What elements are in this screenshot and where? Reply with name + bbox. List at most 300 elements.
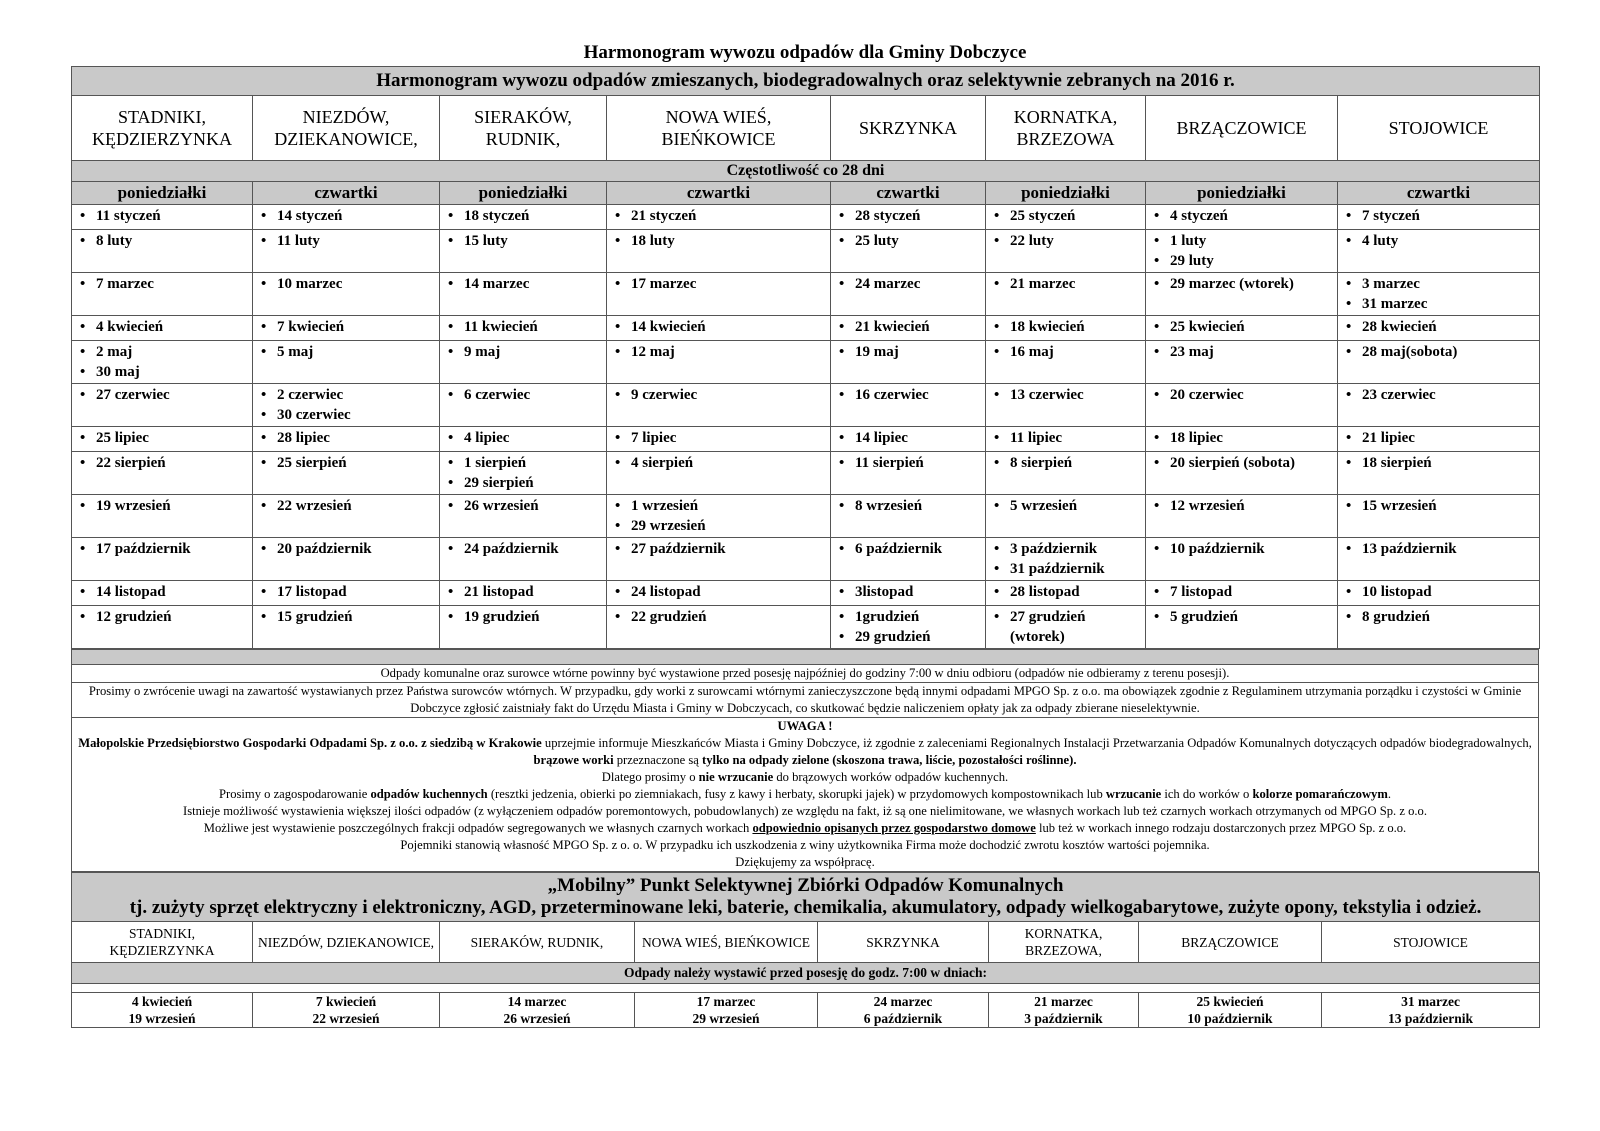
schedule-cell — [1146, 205, 1338, 230]
pickup-date: • 25 luty — [839, 231, 981, 251]
mobile-area-header: NIEZDÓW, DZIEKANOWICE, — [253, 922, 440, 963]
pickup-date: • 25 kwiecień — [1154, 317, 1333, 337]
schedule-cell — [1146, 384, 1338, 427]
pickup-date-list — [615, 453, 826, 473]
mobile-point-title: „Mobilny” Punkt Selektywnej Zbiórki Odpadów Komunalnych — [547, 875, 1064, 896]
pickup-date-list — [261, 453, 435, 473]
pickup-date: • 13 październik — [1346, 539, 1535, 559]
pickup-date: • 8 grudzień — [1346, 607, 1535, 627]
pickup-date: • 21 marzec — [994, 274, 1141, 294]
pickup-date-list — [448, 206, 602, 226]
pickup-date-list — [448, 274, 602, 294]
pickup-date-list — [615, 428, 826, 448]
weekday-header: poniedziałki — [1146, 182, 1338, 205]
pickup-date: • 12 grudzień — [80, 607, 248, 627]
pickup-date-list — [1154, 342, 1333, 362]
mobile-area-header: KORNATKA, BRZEZOWA, — [989, 922, 1139, 963]
schedule-cell — [253, 606, 440, 649]
pickup-date: • 14 listopad — [80, 582, 248, 602]
weekday-header: czwartki — [253, 182, 440, 205]
schedule-cell — [607, 316, 831, 341]
pickup-date-list — [261, 206, 435, 226]
schedule-cell — [253, 581, 440, 606]
pickup-date-list — [261, 428, 435, 448]
schedule-cell — [607, 273, 831, 316]
schedule-cell — [440, 581, 607, 606]
pickup-date: • 1 wrzesień — [615, 496, 826, 516]
schedule-cell — [1338, 452, 1540, 495]
pickup-date: • 5 wrzesień — [994, 496, 1141, 516]
document-page — [71, 40, 1539, 1028]
schedule-cell — [440, 606, 607, 649]
pickup-date: • 28 styczeń — [839, 206, 981, 226]
schedule-cell — [72, 316, 253, 341]
schedule-cell — [253, 230, 440, 273]
schedule-row — [72, 230, 1540, 273]
pickup-date: • 17 listopad — [261, 582, 435, 602]
pickup-date-list — [448, 428, 602, 448]
mobile-date-cell — [253, 993, 440, 1028]
pickup-date-list — [448, 453, 602, 493]
schedule-cell — [831, 273, 986, 316]
mobile-date: 4 kwiecień — [131, 994, 193, 1009]
schedule-cell — [607, 384, 831, 427]
pickup-date: • 10 listopad — [1346, 582, 1535, 602]
pickup-date: • 15 wrzesień — [1346, 496, 1535, 516]
pickup-date: • 28 listopad — [994, 582, 1141, 602]
schedule-cell — [72, 205, 253, 230]
schedule-cell — [986, 273, 1146, 316]
pickup-date: • 19 wrzesień — [80, 496, 248, 516]
pickup-date-list — [994, 428, 1141, 448]
mobile-area-header: STADNIKI, KĘDZIERZYNKA — [72, 922, 253, 963]
area-header: SIERAKÓW, RUDNIK, — [440, 96, 607, 161]
pickup-date: • 13 czerwiec — [994, 385, 1141, 405]
pickup-date: • 11 sierpień — [839, 453, 981, 473]
mobile-point-gap — [72, 984, 1540, 993]
mobile-date: 6 październik — [863, 1011, 943, 1026]
mobile-date: 24 marzec — [873, 994, 933, 1009]
pickup-date-list — [839, 231, 981, 251]
mobile-date: 19 wrzesień — [128, 1011, 196, 1026]
pickup-date-list — [1154, 453, 1333, 473]
pickup-date: • 11 kwiecień — [448, 317, 602, 337]
schedule-cell — [1146, 495, 1338, 538]
schedule-cell — [986, 341, 1146, 384]
pickup-date: • 18 luty — [615, 231, 826, 251]
pickup-date: • 15 luty — [448, 231, 602, 251]
pickup-date: • 6 październik — [839, 539, 981, 559]
pickup-date: • 4 styczeń — [1154, 206, 1333, 226]
pickup-date: • 21 kwiecień — [839, 317, 981, 337]
pickup-date-list — [261, 385, 435, 425]
pickup-date-list — [994, 607, 1141, 647]
pickup-date: • 29 sierpień — [448, 473, 602, 493]
schedule-cell — [253, 316, 440, 341]
schedule-cell — [253, 427, 440, 452]
pickup-date: • 16 maj — [994, 342, 1141, 362]
pickup-date-list — [80, 231, 248, 251]
segregated-bags-note: Możliwe jest wystawienie poszczególnych frakcji odpadów segregowanych we własnych czarnych workach odpowiednio opisanych przez gospodarstwo domowe lub też w workach innego rodzaju dostarczonych przez MPGO Sp. z o.o. — [203, 821, 1407, 835]
pickup-date: • 18 kwiecień — [994, 317, 1141, 337]
pickup-date: • 8 luty — [80, 231, 248, 251]
pickup-date: (wtorek) — [1010, 629, 1065, 645]
schedule-cell — [440, 316, 607, 341]
schedule-cell — [253, 495, 440, 538]
pickup-date: • 19 grudzień — [448, 607, 602, 627]
pickup-date-list — [615, 582, 826, 602]
brown-bags-note: Dlatego prosimy o nie wrzucanie do brązowych worków odpadów kuchennych. — [601, 770, 1009, 784]
schedule-cell — [607, 452, 831, 495]
pickup-date: • 7 lipiec — [615, 428, 826, 448]
mobile-area-header: BRZĄCZOWICE — [1139, 922, 1322, 963]
mobile-date: 21 marzec — [1034, 994, 1093, 1009]
pickup-date-list — [1154, 317, 1333, 337]
pickup-date-list — [261, 274, 435, 294]
schedule-row — [72, 341, 1540, 384]
pickup-date-list — [839, 274, 981, 294]
pickup-date: • 4 luty — [1346, 231, 1535, 251]
pickup-date-list — [80, 274, 248, 294]
mobile-date-cell — [818, 993, 989, 1028]
schedule-row — [72, 581, 1540, 606]
schedule-cell — [986, 538, 1146, 581]
pickup-date-list — [448, 539, 602, 559]
pickup-date: • 10 październik — [1154, 539, 1333, 559]
schedule-cell — [72, 581, 253, 606]
pickup-date-list — [1154, 231, 1333, 271]
pickup-date: • 14 kwiecień — [615, 317, 826, 337]
pickup-date: • 28 lipiec — [261, 428, 435, 448]
schedule-row — [72, 384, 1540, 427]
pickup-date: • 17 marzec — [615, 274, 826, 294]
schedule-cell — [440, 538, 607, 581]
pickup-date: • 4 kwiecień — [80, 317, 248, 337]
pickup-date: • 11 styczeń — [80, 206, 248, 226]
mobile-date: 26 wrzesień — [503, 1011, 571, 1026]
extra-waste-note: Istnieje możliwość wystawienia większej ilości odpadów (z wyłączeniem odpadów poremontowych, pobudowlanych) ze względu na fakt, iż są one nielimitowane, we własnych workach lub też czarnych workach otrzymanych od MPGO Sp. z o.o. — [183, 804, 1427, 818]
pickup-date: • 25 lipiec — [80, 428, 248, 448]
mobile-area-header: SIERAKÓW, RUDNIK, — [440, 922, 635, 963]
schedule-cell — [440, 452, 607, 495]
schedule-cell — [72, 606, 253, 649]
pickup-date-list — [994, 274, 1141, 294]
mobile-point-table — [71, 872, 1540, 1028]
schedule-cell — [440, 230, 607, 273]
pickup-date: • 16 czerwiec — [839, 385, 981, 405]
schedule-row — [72, 205, 1540, 230]
pickup-date: • 18 sierpień — [1346, 453, 1535, 473]
area-header: STOJOWICE — [1338, 96, 1540, 161]
pickup-date: • 27 grudzień — [994, 607, 1141, 627]
pickup-date-list — [261, 317, 435, 337]
pickup-date-list — [261, 231, 435, 251]
schedule-cell — [1338, 316, 1540, 341]
pickup-date: • 6 czerwiec — [448, 385, 602, 405]
schedule-cell — [986, 495, 1146, 538]
pickup-date-list — [80, 607, 248, 627]
pickup-date: • 7 styczeń — [1346, 206, 1535, 226]
weekday-header: poniedziałki — [986, 182, 1146, 205]
schedule-cell — [72, 427, 253, 452]
schedule-cell — [253, 205, 440, 230]
mobile-date: 13 październik — [1387, 1011, 1474, 1026]
schedule-cell — [253, 384, 440, 427]
mobile-point-note: Odpady należy wystawić przed posesję do godz. 7:00 w dniach: — [72, 963, 1540, 984]
schedule-cell — [440, 273, 607, 316]
schedule-cell — [1146, 606, 1338, 649]
schedule-cell — [607, 538, 831, 581]
schedule-table — [71, 66, 1540, 649]
pickup-date-list — [839, 342, 981, 362]
area-header: STADNIKI, KĘDZIERZYNKA — [72, 96, 253, 161]
pickup-date: • 2 czerwiec — [261, 385, 435, 405]
area-header: NIEZDÓW, DZIEKANOWICE, — [253, 96, 440, 161]
pickup-date-list — [994, 342, 1141, 362]
schedule-cell — [986, 581, 1146, 606]
pickup-date-list — [80, 539, 248, 559]
schedule-cell — [1338, 606, 1540, 649]
pickup-date: • 27 październik — [615, 539, 826, 559]
schedule-cell — [607, 205, 831, 230]
weekday-header: czwartki — [1338, 182, 1540, 205]
pickup-date-list — [1346, 231, 1535, 251]
schedule-cell — [1338, 341, 1540, 384]
schedule-cell — [1338, 384, 1540, 427]
pickup-date-list — [448, 385, 602, 405]
pickup-date: • 29 luty — [1154, 251, 1333, 271]
schedule-cell — [72, 341, 253, 384]
mobile-date: 25 kwiecień — [1196, 994, 1264, 1009]
schedule-cell — [72, 452, 253, 495]
pickup-date: • 7 marzec — [80, 274, 248, 294]
pickup-date: • 31 marzec — [1346, 294, 1535, 314]
schedule-cell — [831, 538, 986, 581]
schedule-cell — [831, 205, 986, 230]
schedule-cell — [440, 427, 607, 452]
schedule-cell — [1146, 273, 1338, 316]
schedule-cell — [986, 452, 1146, 495]
mobile-date: 14 marzec — [507, 994, 567, 1009]
pickup-date: • 11 lipiec — [994, 428, 1141, 448]
schedule-cell — [72, 384, 253, 427]
pickup-date-list — [994, 231, 1141, 251]
pickup-date: • 24 marzec — [839, 274, 981, 294]
mobile-date: 7 kwiecień — [315, 994, 377, 1009]
pickup-date-list — [1154, 428, 1333, 448]
kitchen-waste-note: Prosimy o zagospodarowanie odpadów kuchennych (resztki jedzenia, obierki po ziemniakach, fusy z kawy i herbaty, skorupki jajek) w przydomowych kompostownikach lub wrzucanie ich do worków o kolorze pomarańczowym. — [219, 787, 1391, 801]
pickup-date-list — [448, 582, 602, 602]
pickup-date: • 20 październik — [261, 539, 435, 559]
schedule-cell — [1146, 316, 1338, 341]
schedule-cell — [440, 495, 607, 538]
pickup-date-list — [1154, 385, 1333, 405]
pickup-date-list — [1346, 206, 1535, 226]
pickup-date: • 8 wrzesień — [839, 496, 981, 516]
schedule-cell — [72, 273, 253, 316]
mobile-date: 10 październik — [1187, 1011, 1273, 1026]
schedule-cell — [1338, 495, 1540, 538]
pickup-date: • 15 grudzień — [261, 607, 435, 627]
pickup-date-list — [80, 496, 248, 516]
pickup-date-list — [839, 385, 981, 405]
schedule-cell — [831, 316, 986, 341]
pickup-date-list — [615, 539, 826, 559]
schedule-cell — [607, 606, 831, 649]
warning-paragraph: Małopolskie Przedsiębiorstwo Gospodarki Odpadami Sp. z o.o. z siedzibą w Krakowie uprzejmie informuje Mieszkańców Miasta i Gminy Dobczyce, iż zgodnie z zaleceniami Regionalnych Instalacji Przetwarzania Odpadów Komunalnych dotyczących odpadów biodegradowalnych, brązowe worki przeznaczone są tylko na odpady zielone (skoszona trawa, liście, pozostałości roślinne). — [78, 736, 1532, 767]
pickup-date-list — [615, 385, 826, 405]
pickup-date: • 11 luty — [261, 231, 435, 251]
pickup-date: • 24 listopad — [615, 582, 826, 602]
pickup-date-list — [1154, 206, 1333, 226]
schedule-cell — [1146, 581, 1338, 606]
pickup-date-list — [1154, 539, 1333, 559]
schedule-cell — [1146, 230, 1338, 273]
pickup-date-list — [994, 453, 1141, 473]
warning-heading: UWAGA ! — [777, 719, 833, 733]
schedule-cell — [986, 606, 1146, 649]
pickup-date: • 25 styczeń — [994, 206, 1141, 226]
pickup-date-list — [261, 342, 435, 362]
pickup-date: • 12 wrzesień — [1154, 496, 1333, 516]
schedule-cell — [1338, 273, 1540, 316]
pickup-date: • 24 październik — [448, 539, 602, 559]
pickup-date-list — [261, 607, 435, 627]
mobile-date: 31 marzec — [1401, 994, 1460, 1009]
schedule-cell — [1146, 427, 1338, 452]
mobile-date-cell — [989, 993, 1139, 1028]
schedule-cell — [986, 384, 1146, 427]
pickup-date: • 22 grudzień — [615, 607, 826, 627]
pickup-date-list — [615, 231, 826, 251]
schedule-cell — [1146, 538, 1338, 581]
pickup-date-list — [1346, 385, 1535, 405]
schedule-cell — [253, 273, 440, 316]
pickup-date-list — [1346, 496, 1535, 516]
frequency-label: Częstotliwość co 28 dni — [72, 161, 1540, 182]
pickup-date: • 3listopad — [839, 582, 981, 602]
schedule-cell — [72, 538, 253, 581]
mobile-date: 22 wrzesień — [312, 1011, 380, 1026]
schedule-title: Harmonogram wywozu odpadów zmieszanych, biodegradowalnych oraz selektywnie zebranych na 2016 r. — [72, 67, 1540, 96]
pickup-date: • 10 marzec — [261, 274, 435, 294]
schedule-cell — [440, 205, 607, 230]
mobile-point-header — [72, 873, 1540, 922]
schedule-row — [72, 316, 1540, 341]
warning-section — [72, 718, 1539, 872]
pickup-date: • 30 czerwiec — [261, 405, 435, 425]
pickup-date-list — [994, 582, 1141, 602]
schedule-cell — [1338, 427, 1540, 452]
document-title: Harmonogram wywozu odpadów dla Gminy Dobczyce — [583, 42, 1027, 63]
pickup-date-list — [1346, 428, 1535, 448]
pickup-date: • 29 marzec (wtorek) — [1154, 274, 1333, 294]
pickup-date: • 7 kwiecień — [261, 317, 435, 337]
containers-note: Pojemniki stanowią własność MPGO Sp. z o. o. W przypadku ich uszkodzenia z winy użytkownika Firma może dochodzić zwrotu kosztów wartości pojemnika. — [400, 838, 1210, 852]
pickup-date: • 3 marzec — [1346, 274, 1535, 294]
schedule-row — [72, 273, 1540, 316]
schedule-cell — [253, 341, 440, 384]
pickup-date: • 28 maj(sobota) — [1346, 342, 1535, 362]
pickup-date: • 20 czerwiec — [1154, 385, 1333, 405]
schedule-cell — [1338, 205, 1540, 230]
schedule-cell — [607, 581, 831, 606]
pickup-date: • 3 październik — [994, 539, 1141, 559]
schedule-cell — [607, 341, 831, 384]
mobile-area-header: STOJOWICE — [1322, 922, 1540, 963]
pickup-date: • 21 styczeń — [615, 206, 826, 226]
pickup-date: • 1 luty — [1154, 231, 1333, 251]
pickup-date-list — [839, 539, 981, 559]
pickup-date-list — [839, 453, 981, 473]
pickup-date: • 22 luty — [994, 231, 1141, 251]
pickup-date: • 22 sierpień — [80, 453, 248, 473]
pickup-date-list — [1346, 317, 1535, 337]
schedule-cell — [831, 495, 986, 538]
pickup-date-list — [1154, 496, 1333, 516]
mobile-date: 29 wrzesień — [692, 1011, 760, 1026]
pickup-date-list — [448, 342, 602, 362]
pickup-date: • 25 sierpień — [261, 453, 435, 473]
pickup-date-list — [994, 539, 1141, 579]
pickup-date-list — [448, 317, 602, 337]
pickup-date-list — [80, 342, 248, 382]
pickup-date: • 21 lipiec — [1346, 428, 1535, 448]
schedule-cell — [831, 427, 986, 452]
schedule-cell — [72, 230, 253, 273]
weekday-header: poniedziałki — [440, 182, 607, 205]
pickup-date: • 27 czerwiec — [80, 385, 248, 405]
pickup-date-list — [261, 496, 435, 516]
thanks-note: Dziękujemy za współpracę. — [735, 855, 875, 869]
mobile-area-header: SKRZYNKA — [818, 922, 989, 963]
mobile-date-cell — [1322, 993, 1540, 1028]
mobile-date: 17 marzec — [696, 994, 756, 1009]
pickup-date: • 9 maj — [448, 342, 602, 362]
pickup-date-list — [994, 206, 1141, 226]
pickup-date: • 8 sierpień — [994, 453, 1141, 473]
schedule-cell — [607, 427, 831, 452]
area-header: SKRZYNKA — [831, 96, 986, 161]
pickup-date-list — [839, 607, 981, 647]
pickup-date: • 23 maj — [1154, 342, 1333, 362]
schedule-cell — [831, 452, 986, 495]
pickup-date-list — [994, 385, 1141, 405]
pickup-date-list — [1154, 607, 1333, 627]
pickup-date-list — [80, 317, 248, 337]
pickup-date-list — [1346, 342, 1535, 362]
schedule-cell — [831, 581, 986, 606]
pickup-date-list — [80, 385, 248, 405]
schedule-cell — [831, 384, 986, 427]
schedule-cell — [986, 205, 1146, 230]
pickup-date: • 28 kwiecień — [1346, 317, 1535, 337]
schedule-cell — [253, 538, 440, 581]
pickup-date: • 23 czerwiec — [1346, 385, 1535, 405]
pickup-date-list — [994, 317, 1141, 337]
pickup-date: • 7 listopad — [1154, 582, 1333, 602]
mobile-point-subtitle: tj. zużyty sprzęt elektryczny i elektroniczny, AGD, przeterminowane leki, baterie, chemikalia, akumulatory, odpady wielkogabarytowe, zużyte opony, tekstylia i odzież. — [129, 897, 1482, 918]
pickup-date: • 31 październik — [994, 559, 1141, 579]
schedule-cell — [831, 230, 986, 273]
pickup-date-list — [1346, 607, 1535, 627]
pickup-date: • 18 lipiec — [1154, 428, 1333, 448]
pickup-date: • 2 maj — [80, 342, 248, 362]
gray-separator — [72, 650, 1539, 665]
pickup-date: • 1grudzień — [839, 607, 981, 627]
pickup-date: • 12 maj — [615, 342, 826, 362]
mobile-date: 3 październik — [1024, 1011, 1103, 1026]
